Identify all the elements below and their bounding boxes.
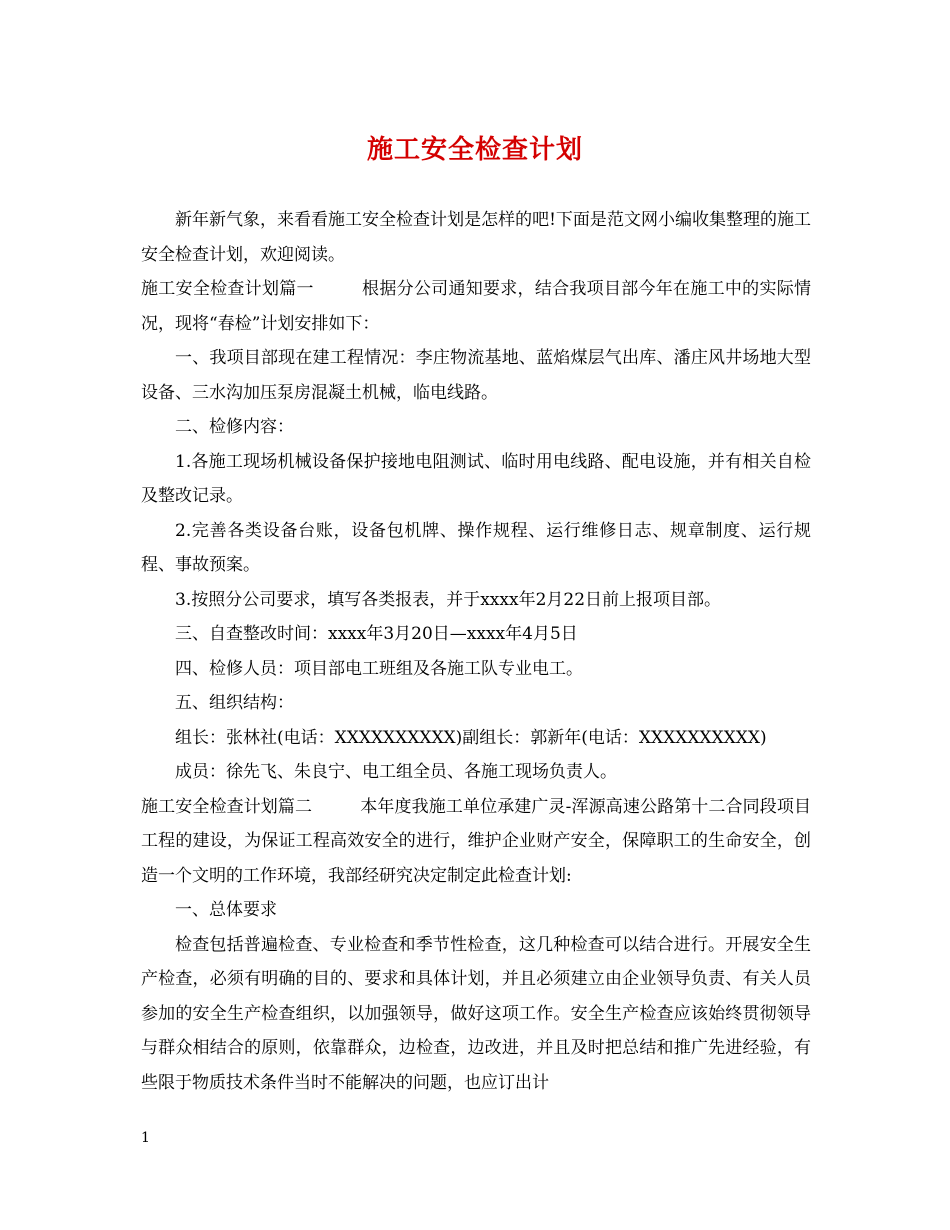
paragraph-leaders: 组长：张林社(电话：XXXXXXXXXX)副组长：郭新年(电话：XXXXXXXXXX) xyxy=(175,727,767,748)
paragraph-maintenance-heading: 二、检修内容： xyxy=(175,417,294,437)
paragraph-self-check-time: 三、自查整改时间：xxxx年3月20日—xxxx年4月5日 xyxy=(175,624,578,644)
paragraph-general-requirements: 一、总体要求 xyxy=(175,900,277,920)
paragraph-project-status: 一、我项目部现在建工程情况：李庄物流基地、蓝焰煤层气出库、潘庄风井场地大型设备、三水沟加压泵房混凝土机械，临电线路。 xyxy=(141,348,811,403)
paragraph-members: 成员：徐先飞、朱良宁、电工组全员、各施工现场负责人。 xyxy=(175,762,617,782)
paragraph-item-two: 2.完善各类设备台账，设备包机牌、操作规程、运行维修日志、规章制度、运行规程、事故预案。 xyxy=(141,520,811,575)
section-two-heading: 施工安全检查计划篇二 xyxy=(141,796,313,817)
paragraph-organization: 五、组织结构： xyxy=(175,693,294,713)
page-number: 1 xyxy=(141,1130,150,1146)
document-title: 施工安全检查计划 xyxy=(366,135,583,165)
paragraph-item-three: 3.按照分公司要求，填写各类报表，并于xxxx年2月22日前上报项目部。 xyxy=(175,589,722,610)
section-one-lead: 根据分公司通知要求，结合我项目部今年在施工中的实际情况，现将“春检”计划安排如下： xyxy=(141,279,812,334)
section-two-opening xyxy=(141,790,811,894)
paragraph-inspection-details: 检查包括普遍检查、专业检查和季节性检查，这几种检查可以结合进行。开展安全生产检查，必须有明确的目的、要求和具体计划，并且必须建立由企业领导负责、有关人员参加的安全生产检查组织，以加强领导，做好这项工作。安全生产检查应该始终贯彻领导与群众相结合的原则，依靠群众，边检查，边改进，并且及时把总结和推广先进经验，有些限于物质技术条件当时不能解决的问题，也应订出计 xyxy=(141,934,811,1093)
section-one-opening xyxy=(141,272,811,341)
document-body xyxy=(141,203,811,1100)
paragraph-maintenance-staff: 四、检修人员：项目部电工班组及各施工队专业电工。 xyxy=(175,658,583,679)
section-two-lead: 本年度我施工单位承建广灵-浑源高速公路第十二合同段项目工程的建设，为保证工程高效安全的进行，维护企业财产安全，保障职工的生命安全，创造一个文明的工作环境，我部经研究决定制定此检查计划: xyxy=(141,796,812,886)
paragraph-intro: 新年新气象，来看看施工安全检查计划是怎样的吧!下面是范文网小编收集整理的施工安全检查计划，欢迎阅读。 xyxy=(141,210,811,265)
section-one-heading: 施工安全检查计划篇一 xyxy=(141,279,314,299)
paragraph-item-one: 1.各施工现场机械设备保护接地电阻测试、临时用电线路、配电设施，并有相关自检及整改记录。 xyxy=(141,451,811,506)
